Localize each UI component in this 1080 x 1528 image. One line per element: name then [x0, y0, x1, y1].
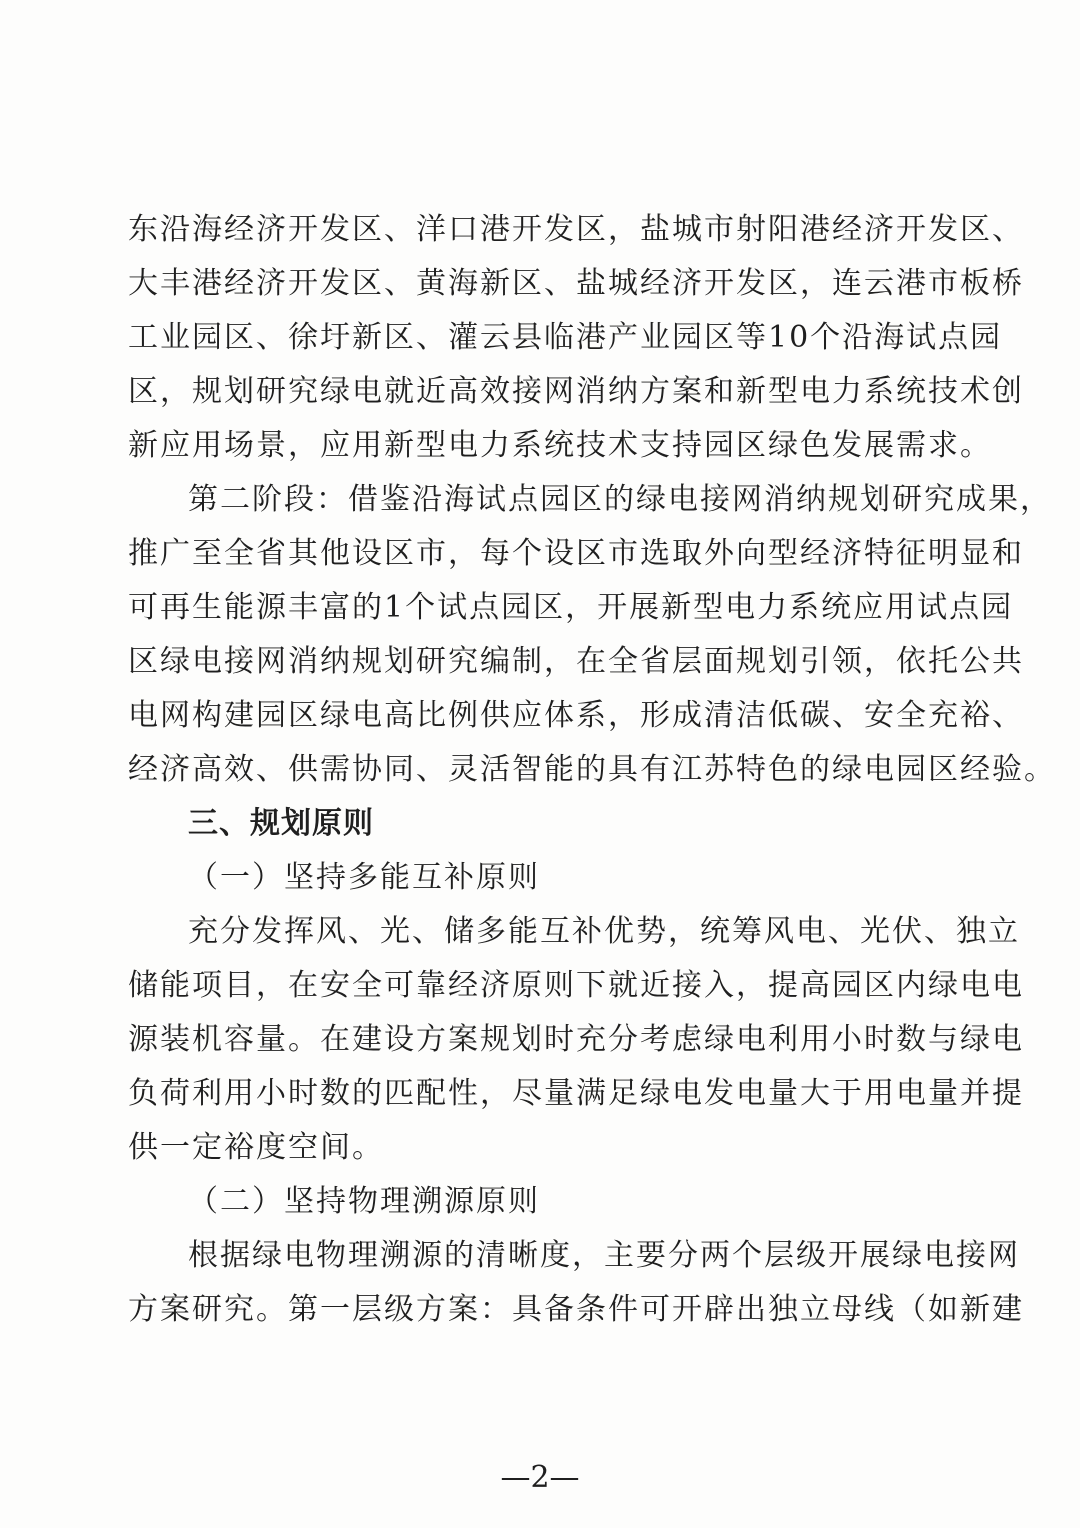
paragraph-line: 新应用场景，应用新型电力系统技术支持园区绿色发展需求。: [128, 428, 992, 463]
paragraph-line: 推广至全省其他设区市，每个设区市选取外向型经济特征明显和: [128, 536, 1024, 571]
paragraph-line: 方案研究。第一层级方案：具备条件可开辟出独立母线（如新建: [128, 1292, 1024, 1327]
paragraph-line: 根据绿电物理溯源的清晰度，主要分两个层级开展绿电接网: [188, 1238, 1020, 1273]
paragraph-line: 供一定裕度空间。: [128, 1130, 384, 1165]
section-heading: 三、规划原则: [188, 806, 374, 841]
paragraph-line: 可再生能源丰富的1个试点园区，开展新型电力系统应用试点园: [128, 590, 1014, 625]
paragraph-line: 电网构建园区绿电高比例供应体系，形成清洁低碳、安全充裕、: [128, 698, 1024, 733]
subsection-heading: （二）坚持物理溯源原则: [188, 1184, 540, 1219]
paragraph-line: 负荷利用小时数的匹配性，尽量满足绿电发电量大于用电量并提: [128, 1076, 1024, 1111]
paragraph-line: 大丰港经济开发区、黄海新区、盐城经济开发区，连云港市板桥: [128, 266, 1024, 301]
paragraph-line: 区绿电接网消纳规划研究编制，在全省层面规划引领，依托公共: [128, 644, 1024, 679]
subsection-heading: （一）坚持多能互补原则: [188, 860, 540, 895]
paragraph-line: 工业园区、徐圩新区、灌云县临港产业园区等10个沿海试点园: [128, 320, 1003, 355]
paragraph-line: 储能项目，在安全可靠经济原则下就近接入，提高园区内绿电电: [128, 968, 1024, 1003]
paragraph-line: 源装机容量。在建设方案规划时充分考虑绿电利用小时数与绿电: [128, 1022, 1024, 1057]
paragraph-line: 经济高效、供需协同、灵活智能的具有江苏特色的绿电园区经验。: [128, 752, 1056, 787]
paragraph-line: 区，规划研究绿电就近高效接网消纳方案和新型电力系统技术创: [128, 374, 1024, 409]
page-number: —2—: [500, 1460, 580, 1495]
paragraph-line: 东沿海经济开发区、洋口港开发区，盐城市射阳港经济开发区、: [128, 212, 1024, 247]
paragraph-line: 第二阶段：借鉴沿海试点园区的绿电接网消纳规划研究成果，: [188, 482, 1052, 517]
paragraph-line: 充分发挥风、光、储多能互补优势，统筹风电、光伏、独立: [188, 914, 1020, 949]
